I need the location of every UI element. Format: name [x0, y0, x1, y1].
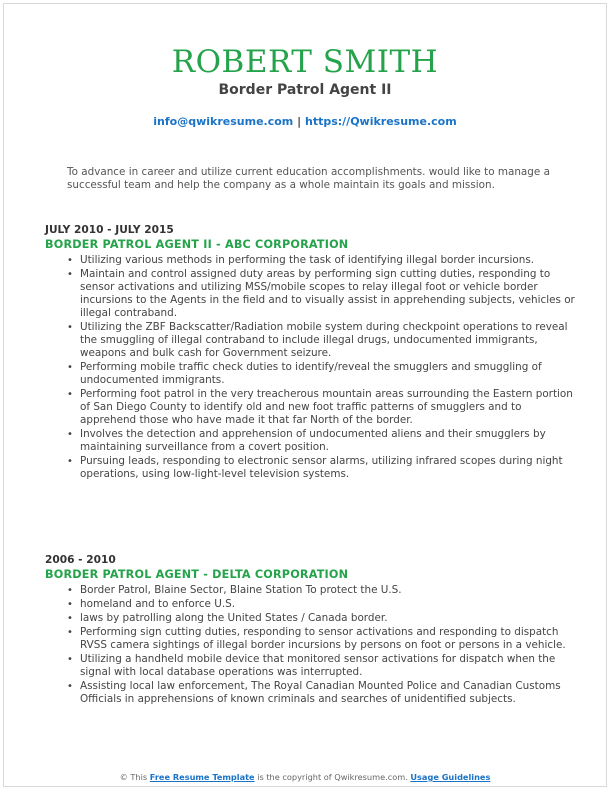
bullet-item	[67, 428, 575, 454]
bullet-icon: •	[67, 322, 73, 333]
bullet-text: Performing foot patrol in the very treacherous mountain areas surrounding the Eastern portion of San Diego County to identify old and new foot traffic patterns of smugglers and to apprehend those who have made it that far North of the border.	[80, 388, 573, 426]
email-link[interactable]: info@qwikresume.com	[153, 115, 294, 128]
job-role: BORDER PATROL AGENT - DELTA CORPORATION	[45, 568, 349, 581]
candidate-title: Border Patrol Agent II	[218, 82, 392, 98]
footer-copyright: is the copyright of Qwikresume.com.	[257, 772, 408, 782]
bullet-text: Utilizing the ZBF Backscatter/Radiation mobile system during checkpoint operations to reveal the smuggling of illegal contraband to include illegal drugs, undocumented immigrants, weapons and bulk cash for Government seizure.	[80, 321, 568, 359]
bullet-icon: •	[67, 654, 73, 665]
summary-text: To advance in career and utilize current education accomplishments. would like to manage a successful team and help the company as a whole maintain its goals and mission.	[67, 166, 550, 191]
job-bullets	[45, 254, 575, 481]
bullet-text: Performing mobile traffic check duties to identify/reveal the smugglers and smuggling of undocumented immigrants.	[80, 361, 542, 386]
bullet-text: Assisting local law enforcement, The Royal Canadian Mounted Police and Canadian Customs Officials in apprehensions of known criminals and searches of unidentified subjects.	[80, 680, 561, 705]
bullet-item	[67, 612, 575, 625]
bullet-item	[67, 268, 575, 320]
free-resume-template-link[interactable]: Free Resume Template	[149, 772, 255, 782]
bullet-icon: •	[67, 585, 73, 596]
bullet-text: Performing sign cutting duties, responding to sensor activations and responding to dispatch RVSS camera sightings of illegal border incursions by persons on foot or persons in a vehicle.	[80, 626, 566, 651]
bullet-icon: •	[67, 627, 73, 638]
resume-page	[3, 3, 607, 787]
bullet-icon: •	[67, 255, 73, 266]
bullet-item	[67, 653, 575, 679]
job-entry-1	[45, 223, 575, 482]
bullet-icon: •	[67, 456, 73, 467]
candidate-name: ROBERT SMITH	[171, 44, 439, 80]
contact-separator: |	[297, 115, 302, 128]
bullet-item	[67, 388, 575, 427]
bullet-item	[67, 254, 575, 267]
bullet-text: laws by patrolling along the United States / Canada border.	[80, 612, 388, 624]
bullet-text: Border Patrol, Blaine Sector, Blaine Station To protect the U.S.	[80, 584, 402, 596]
bullet-icon: •	[67, 613, 73, 624]
bullet-icon: •	[67, 429, 73, 440]
bullet-icon: •	[67, 269, 73, 280]
bullet-text: homeland and to enforce U.S.	[80, 598, 236, 610]
job-dates: 2006 - 2010	[45, 554, 116, 566]
website-link[interactable]: https://Qwikresume.com	[304, 115, 457, 128]
bullet-text: Utilizing a handheld mobile device that monitored sensor activations for dispatch when the signal with local database operations was interrupted.	[80, 653, 556, 678]
usage-guidelines-link[interactable]: Usage Guidelines	[410, 772, 491, 782]
bullet-icon: •	[67, 362, 73, 373]
bullet-item	[67, 455, 575, 481]
bullet-text: Maintain and control assigned duty areas by performing sign cutting duties, responding to sensor activations and utilizing MSS/mobile scopes to relay illegal foot or vehicle border incursions to the Agents in the field and to visually assist in apprehending subjects, vehicles or illegal contraband.	[80, 268, 575, 319]
footer	[4, 772, 606, 783]
contact-line	[4, 115, 606, 129]
job-dates: JULY 2010 - JULY 2015	[45, 224, 174, 236]
bullet-item	[67, 361, 575, 387]
bullet-item	[67, 626, 575, 652]
job-role: BORDER PATROL AGENT II - ABC CORPORATION	[45, 238, 349, 251]
bullet-text: Involves the detection and apprehension of undocumented aliens and their smugglers by maintaining surveillance from a covert position.	[80, 428, 546, 453]
bullet-icon: •	[67, 681, 73, 692]
footer-prefix: © This	[119, 772, 148, 782]
bullet-text: Utilizing various methods in performing the task of identifying illegal border incursions.	[80, 254, 535, 266]
bullet-item	[67, 321, 575, 360]
bullet-item	[67, 584, 575, 597]
bullet-icon: •	[67, 599, 73, 610]
job-bullets	[45, 584, 575, 706]
bullet-item	[67, 680, 575, 706]
bullet-icon: •	[67, 389, 73, 400]
bullet-item	[67, 598, 575, 611]
bullet-text: Pursuing leads, responding to electronic sensor alarms, utilizing infrared scopes during night operations, using low-light-level television systems.	[80, 455, 563, 480]
job-entry-2	[45, 553, 575, 707]
